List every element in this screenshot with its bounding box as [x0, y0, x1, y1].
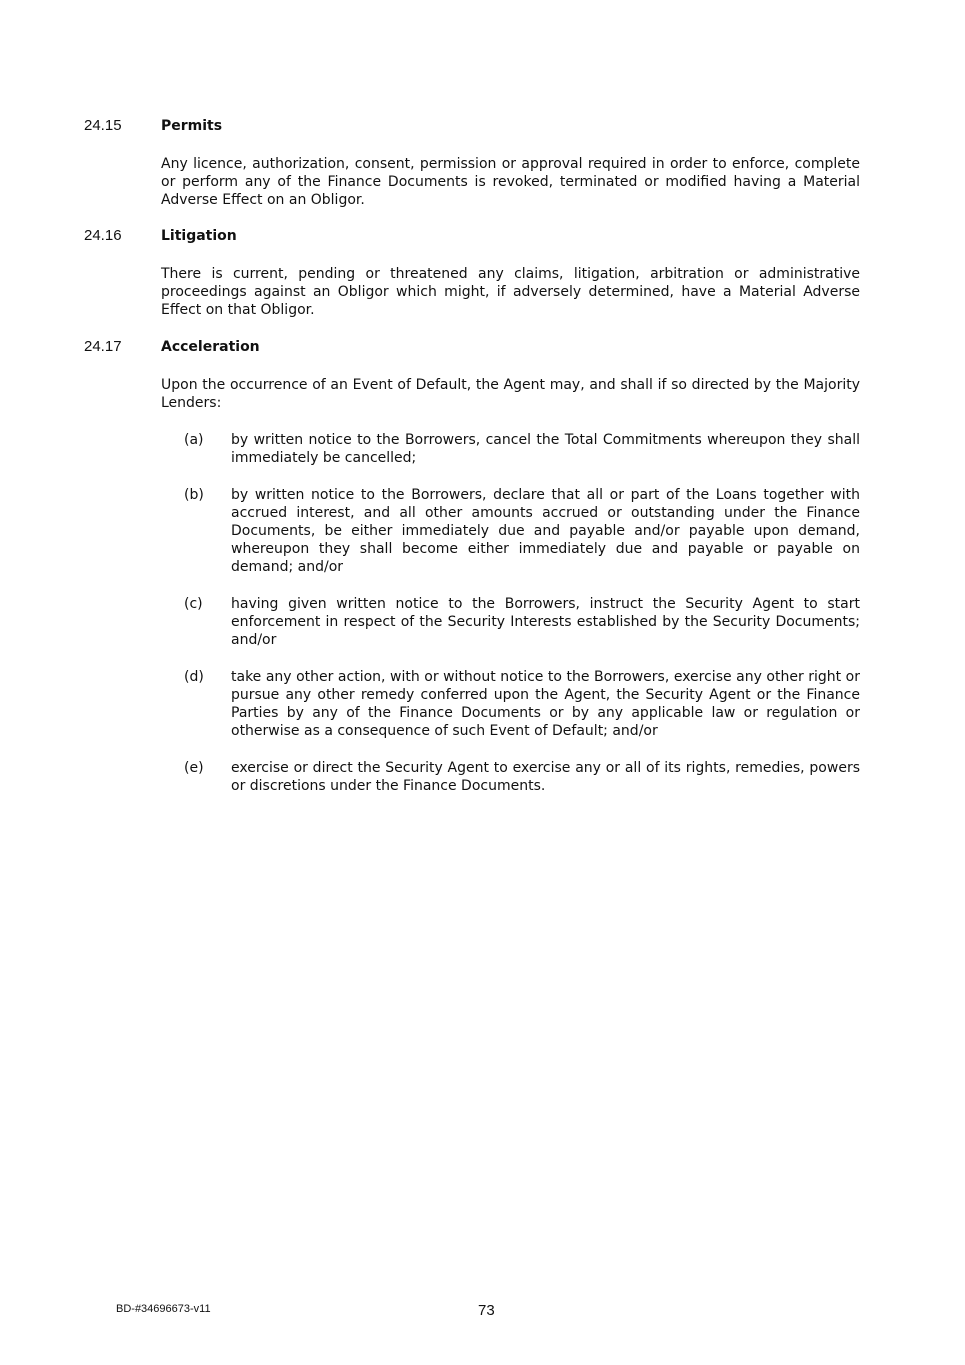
footer-page-number: 73	[478, 1302, 495, 1319]
section-body-litigation: There is current, pending or threatened any claims, litigation, arbitration or administrative proceedings against an Obligor which might, if adversely determined, have a Material Adverse Effect on that Obligor.	[161, 266, 860, 318]
list-item-text: take any other action, with or without notice to the Borrowers, exercise any other right or pursue any other remedy conferred upon the Agent, the Security Agent or the Finance Parties by any of the Finance Documents or by any applicable law or regulation or otherwise as a consequence of such Event of Default; and/or	[231, 669, 860, 739]
section-heading-acceleration	[84, 338, 864, 358]
list-item-letter: (b)	[184, 487, 204, 503]
list-item-text: by written notice to the Borrowers, declare that all or part of the Loans together with accrued interest, and all other amounts accrued or outstanding under the Finance Documents, be either immediately due and payable and/or payable upon demand, whereupon they shall become either immediately due and payable or payable on demand; and/or	[231, 487, 860, 575]
list-item-letter: (c)	[184, 596, 203, 612]
clause-title: Permits	[161, 118, 223, 134]
clause-title: Acceleration	[161, 339, 260, 355]
clause-number: 24.17	[84, 338, 122, 355]
clause-title: Litigation	[161, 228, 237, 244]
list-item-text: exercise or direct the Security Agent to exercise any or all of its rights, remedies, powers or discretions under the Finance Documents.	[231, 760, 860, 794]
list-item-letter: (a)	[184, 432, 204, 448]
list-item-text: having given written notice to the Borrowers, instruct the Security Agent to start enforcement in respect of the Security Interests established by the Security Documents; and/or	[231, 596, 860, 648]
section-body-acceleration: Upon the occurrence of an Event of Default, the Agent may, and shall if so directed by the Majority Lenders:	[161, 377, 860, 411]
list-item-letter: (e)	[184, 760, 204, 776]
footer-document-reference: BD-#34696673-v11	[116, 1303, 211, 1315]
clause-number: 24.16	[84, 227, 122, 244]
list-item-text: by written notice to the Borrowers, cancel the Total Commitments whereupon they shall immediately be cancelled;	[231, 432, 860, 466]
section-heading-litigation	[84, 227, 864, 247]
section-heading-permits	[84, 117, 864, 137]
clause-number: 24.15	[84, 117, 122, 134]
list-item-letter: (d)	[184, 669, 204, 685]
section-body-permits: Any licence, authorization, consent, permission or approval required in order to enforce, complete or perform any of the Finance Documents is revoked, terminated or modified having a Material Adverse Effect on an Obligor.	[161, 156, 860, 208]
